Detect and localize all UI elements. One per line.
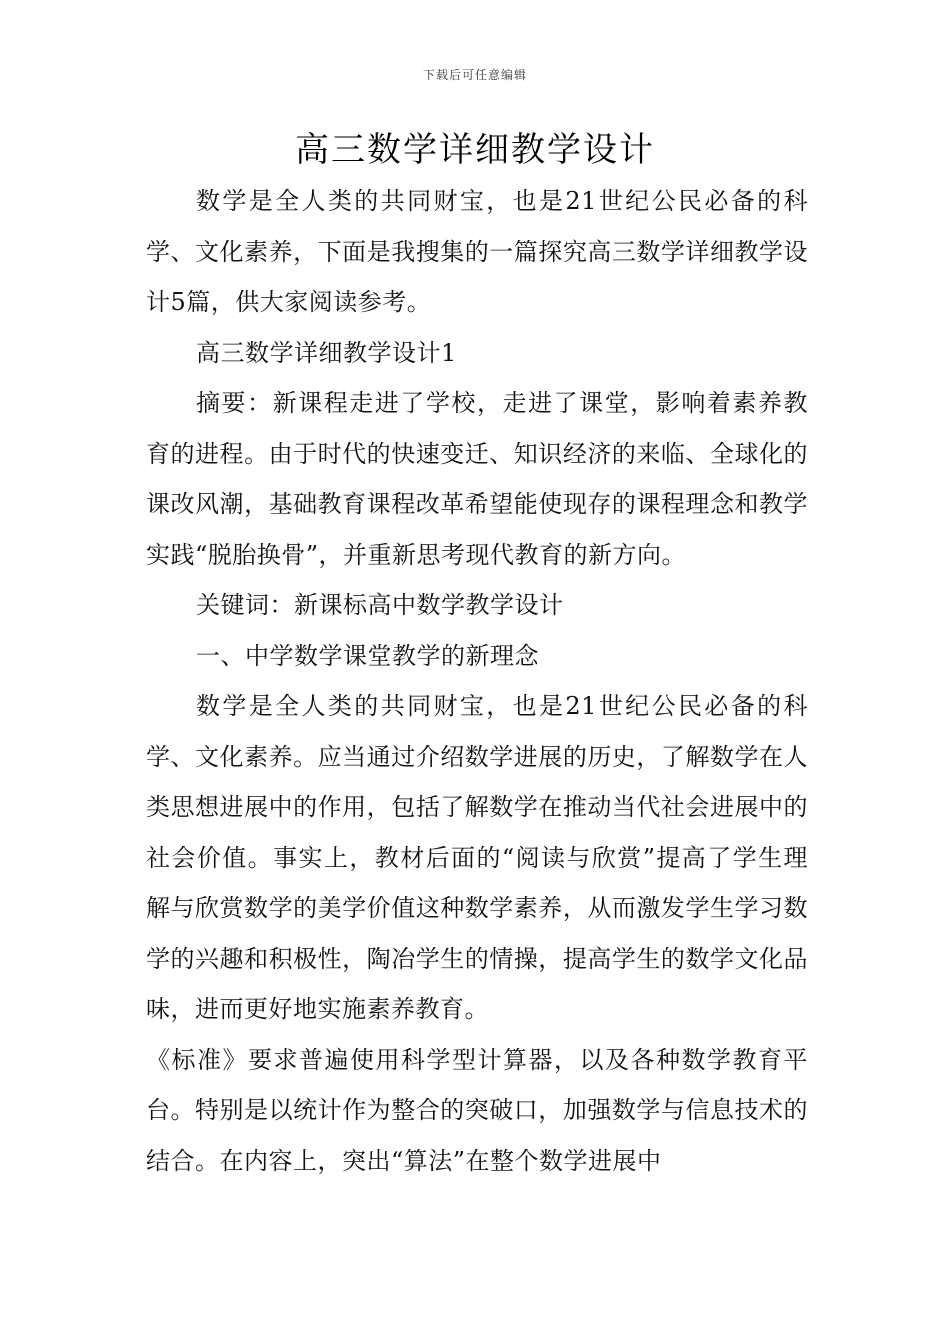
paragraph-math-culture: 数学是全人类的共同财宝，也是21世纪公民必备的科学、文化素养。应当通过介绍数学进展的历史，了解数学在人类思想进展中的作用，包括了解数学在推动当代社会进展中的社会价值。事实上，教材后面的“阅读与欣赏”提高了学生理解与欣赏数学的美学价值这种数学素养，从而激发学生学习数学的兴趣和积极性，陶冶学生的情操，提高学生的数学文化品味，进而更好地实施素养教育。: [146, 692, 808, 1023]
subheading-concept: 一、中学数学课堂教学的新理念: [196, 641, 539, 670]
paragraph-standard: 《标准》要求普遍使用科学型计算器，以及各种数学教育平台。特别是以统计作为整合的突破口，加强数学与信息技术的结合。在内容上，突出“算法”在整个数学进展中: [146, 1045, 808, 1175]
paragraph-abstract: 摘要：新课程走进了学校，走进了课堂，影响着素养教育的进程。由于时代的快速变迁、知识经济的来临、全球化的课改风潮，基础教育课程改革希望能使现存的课程理念和教学实践“脱胎换骨”，并重新思考现代教育的新方向。: [146, 389, 808, 569]
header-note: 下载后可任意编辑: [422, 68, 527, 82]
document-title: 高三数学详细教学设计: [295, 130, 655, 170]
section-heading-1: 高三数学详细教学设计1: [196, 338, 457, 367]
paragraph-keywords: 关键词：新课标高中数学教学设计: [196, 591, 564, 619]
document-body: [146, 176, 808, 1186]
paragraph-intro: 数学是全人类的共同财宝，也是21世纪公民必备的科学、文化素养，下面是我搜集的一篇探究高三数学详细教学设计5篇，供大家阅读参考。: [146, 187, 808, 316]
